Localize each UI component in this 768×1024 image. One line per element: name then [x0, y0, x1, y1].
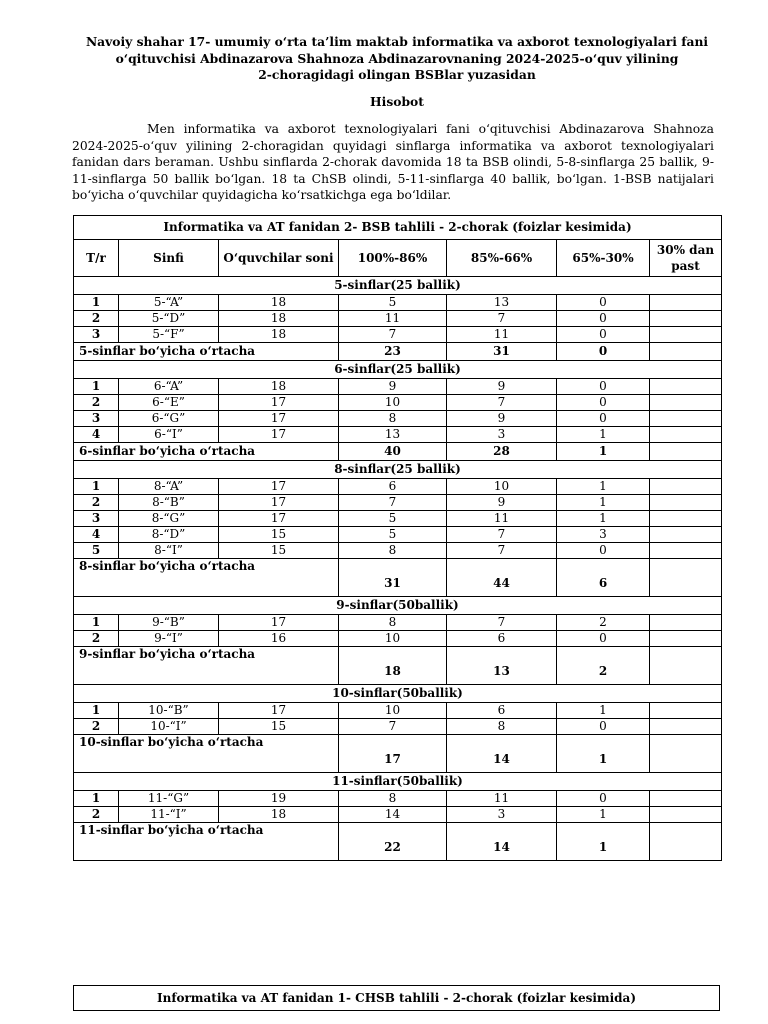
range-85-66: 7 [447, 311, 557, 327]
average-100-86: 22 [339, 823, 447, 861]
average-row [74, 443, 722, 461]
range-65-30: 1 [557, 495, 650, 511]
row-number: 1 [74, 479, 119, 495]
range-100-86: 7 [339, 719, 447, 735]
average-85-66: 44 [447, 559, 557, 597]
range-85-66: 9 [447, 379, 557, 395]
average-label: 5-sinflar bo‘yicha o‘rtacha [74, 343, 339, 361]
average-below-30 [650, 823, 722, 861]
range-85-66: 6 [447, 703, 557, 719]
average-85-66: 14 [447, 823, 557, 861]
range-65-30: 1 [557, 807, 650, 823]
average-65-30: 1 [557, 443, 650, 461]
range-100-86: 7 [339, 495, 447, 511]
class-name: 8-“G” [119, 511, 219, 527]
range-below-30 [650, 527, 722, 543]
average-row [74, 735, 722, 773]
class-name: 10-“I” [119, 719, 219, 735]
section-header-row [74, 461, 722, 479]
range-65-30: 0 [557, 543, 650, 559]
title-line: 2-choragidagi olingan BSBlar yuzasidan [258, 67, 536, 82]
table-row [74, 427, 722, 443]
average-below-30 [650, 647, 722, 685]
section-title: 8-sinflar(25 ballik) [74, 461, 722, 479]
range-100-86: 13 [339, 427, 447, 443]
average-below-30 [650, 343, 722, 361]
average-row [74, 343, 722, 361]
row-number: 2 [74, 631, 119, 647]
average-label: 8-sinflar bo‘yicha o‘rtacha [74, 559, 339, 597]
range-85-66: 13 [447, 295, 557, 311]
student-count: 15 [219, 719, 339, 735]
student-count: 17 [219, 411, 339, 427]
class-name: 11-“G” [119, 791, 219, 807]
range-100-86: 9 [339, 379, 447, 395]
average-100-86: 23 [339, 343, 447, 361]
table-row [74, 719, 722, 735]
student-count: 19 [219, 791, 339, 807]
student-count: 17 [219, 479, 339, 495]
class-name: 6-“A” [119, 379, 219, 395]
range-65-30: 2 [557, 615, 650, 631]
class-name: 6-“E” [119, 395, 219, 411]
class-name: 6-“G” [119, 411, 219, 427]
average-85-66: 28 [447, 443, 557, 461]
range-below-30 [650, 807, 722, 823]
range-85-66: 11 [447, 791, 557, 807]
student-count: 18 [219, 807, 339, 823]
class-name: 8-“D” [119, 527, 219, 543]
range-below-30 [650, 631, 722, 647]
average-85-66: 31 [447, 343, 557, 361]
student-count: 18 [219, 311, 339, 327]
table-row [74, 495, 722, 511]
table-row [74, 511, 722, 527]
range-65-30: 1 [557, 511, 650, 527]
header-cell: T/r [74, 240, 119, 277]
average-65-30: 2 [557, 647, 650, 685]
header-cell: 30% dan past [650, 240, 722, 277]
row-number: 2 [74, 495, 119, 511]
range-65-30: 0 [557, 719, 650, 735]
row-number: 4 [74, 427, 119, 443]
student-count: 17 [219, 427, 339, 443]
range-85-66: 10 [447, 479, 557, 495]
class-name: 8-“A” [119, 479, 219, 495]
section-title: 6-sinflar(25 ballik) [74, 361, 722, 379]
class-name: 5-“D” [119, 311, 219, 327]
range-85-66: 9 [447, 411, 557, 427]
bsb-analysis-table [73, 215, 722, 861]
range-100-86: 5 [339, 511, 447, 527]
range-65-30: 1 [557, 703, 650, 719]
range-65-30: 0 [557, 311, 650, 327]
row-number: 3 [74, 511, 119, 527]
range-85-66: 8 [447, 719, 557, 735]
row-number: 3 [74, 411, 119, 427]
range-85-66: 7 [447, 395, 557, 411]
header-cell: O‘quvchilar soni [219, 240, 339, 277]
range-65-30: 0 [557, 411, 650, 427]
table-row [74, 311, 722, 327]
range-65-30: 0 [557, 327, 650, 343]
student-count: 15 [219, 527, 339, 543]
range-below-30 [650, 379, 722, 395]
range-65-30: 1 [557, 427, 650, 443]
range-65-30: 0 [557, 395, 650, 411]
range-85-66: 3 [447, 427, 557, 443]
intro-paragraph: Men informatika va axborot texnologiyalari fani o‘qituvchisi Abdinazarova Shahnoza 2024-2025-o‘quv yilining 2-choragidan quyidagi sinflarga informatika va axborot texnologiyalari fanidan dars beraman. Ushbu sinflarda 2-chorak davomida 18 ta BSB olindi, 5-8-sinflarga 25 ballik, 9-11-sinflarga 50 ballik bo‘lgan. 18 ta ChSB olindi, 5-11-sinflarga 40 ballik, bo‘lgan. 1-BSB natijalari bo‘yicha o‘quvchilar quyidagicha ko‘rsatkichga ega bo‘ldilar. [72, 122, 714, 203]
student-count: 15 [219, 543, 339, 559]
class-name: 5-“A” [119, 295, 219, 311]
average-100-86: 31 [339, 559, 447, 597]
section-title: 5-sinflar(25 ballik) [74, 277, 722, 295]
range-below-30 [650, 427, 722, 443]
table-row [74, 295, 722, 311]
range-below-30 [650, 311, 722, 327]
range-100-86: 8 [339, 791, 447, 807]
student-count: 18 [219, 295, 339, 311]
average-row [74, 559, 722, 597]
chsb-table-caption: Informatika va AT fanidan 1- CHSB tahlili - 2-chorak (foizlar kesimida) [73, 985, 720, 1011]
student-count: 18 [219, 327, 339, 343]
range-65-30: 0 [557, 379, 650, 395]
header-cell: Sinfi [119, 240, 219, 277]
table-row [74, 527, 722, 543]
student-count: 17 [219, 395, 339, 411]
average-85-66: 14 [447, 735, 557, 773]
class-name: 11-“I” [119, 807, 219, 823]
title-line: o‘qituvchisi Abdinazarova Shahnoza Abdinazarovnaning 2024-2025-o‘quv yilining [115, 50, 679, 66]
table-row [74, 791, 722, 807]
row-number: 1 [74, 703, 119, 719]
table-row [74, 703, 722, 719]
table-row [74, 411, 722, 427]
range-85-66: 9 [447, 495, 557, 511]
class-name: 9-“I” [119, 631, 219, 647]
table-row [74, 807, 722, 823]
average-label: 11-sinflar bo‘yicha o‘rtacha [74, 823, 339, 861]
student-count: 18 [219, 379, 339, 395]
range-100-86: 8 [339, 615, 447, 631]
range-100-86: 14 [339, 807, 447, 823]
range-100-86: 8 [339, 411, 447, 427]
range-85-66: 11 [447, 511, 557, 527]
student-count: 17 [219, 615, 339, 631]
student-count: 16 [219, 631, 339, 647]
row-number: 2 [74, 311, 119, 327]
average-65-30: 1 [557, 823, 650, 861]
class-name: 9-“B” [119, 615, 219, 631]
table-row [74, 543, 722, 559]
table-caption: Informatika va AT fanidan 2- BSB tahlili - 2-chorak (foizlar kesimida) [74, 216, 722, 240]
section-title: 10-sinflar(50ballik) [74, 685, 722, 703]
average-65-30: 0 [557, 343, 650, 361]
average-below-30 [650, 559, 722, 597]
row-number: 1 [74, 615, 119, 631]
document-title [72, 34, 722, 84]
class-name: 6-“I” [119, 427, 219, 443]
title-line: Navoiy shahar 17- umumiy o‘rta ta’lim maktab informatika va axborot texnologiyalari fani [85, 34, 709, 49]
average-below-30 [650, 735, 722, 773]
table-row [74, 379, 722, 395]
range-below-30 [650, 703, 722, 719]
average-100-86: 40 [339, 443, 447, 461]
range-100-86: 7 [339, 327, 447, 343]
average-label: 6-sinflar bo‘yicha o‘rtacha [74, 443, 339, 461]
range-100-86: 6 [339, 479, 447, 495]
range-65-30: 0 [557, 791, 650, 807]
average-row [74, 647, 722, 685]
class-name: 5-“F” [119, 327, 219, 343]
range-65-30: 0 [557, 295, 650, 311]
range-85-66: 7 [447, 543, 557, 559]
row-number: 2 [74, 807, 119, 823]
row-number: 2 [74, 719, 119, 735]
range-below-30 [650, 479, 722, 495]
table-row [74, 479, 722, 495]
average-below-30 [650, 443, 722, 461]
section-header-row [74, 773, 722, 791]
range-below-30 [650, 791, 722, 807]
average-label: 10-sinflar bo‘yicha o‘rtacha [74, 735, 339, 773]
range-65-30: 1 [557, 479, 650, 495]
section-header-row [74, 361, 722, 379]
row-number: 3 [74, 327, 119, 343]
range-below-30 [650, 615, 722, 631]
row-number: 1 [74, 379, 119, 395]
range-100-86: 10 [339, 703, 447, 719]
range-below-30 [650, 495, 722, 511]
range-85-66: 7 [447, 615, 557, 631]
range-65-30: 0 [557, 631, 650, 647]
row-number: 4 [74, 527, 119, 543]
range-below-30 [650, 411, 722, 427]
range-85-66: 6 [447, 631, 557, 647]
average-65-30: 6 [557, 559, 650, 597]
header-cell: 85%-66% [447, 240, 557, 277]
range-below-30 [650, 327, 722, 343]
class-name: 10-“B” [119, 703, 219, 719]
section-header-row [74, 597, 722, 615]
range-100-86: 10 [339, 395, 447, 411]
section-title: 11-sinflar(50ballik) [74, 773, 722, 791]
table-row [74, 631, 722, 647]
class-name: 8-“B” [119, 495, 219, 511]
class-name: 8-“I” [119, 543, 219, 559]
range-100-86: 11 [339, 311, 447, 327]
average-65-30: 1 [557, 735, 650, 773]
range-85-66: 3 [447, 807, 557, 823]
student-count: 17 [219, 495, 339, 511]
report-heading: Hisobot [370, 94, 424, 109]
range-below-30 [650, 543, 722, 559]
row-number: 2 [74, 395, 119, 411]
table-row [74, 615, 722, 631]
average-100-86: 17 [339, 735, 447, 773]
student-count: 17 [219, 511, 339, 527]
student-count: 17 [219, 703, 339, 719]
range-100-86: 10 [339, 631, 447, 647]
range-85-66: 7 [447, 527, 557, 543]
range-85-66: 11 [447, 327, 557, 343]
average-row [74, 823, 722, 861]
row-number: 5 [74, 543, 119, 559]
range-below-30 [650, 511, 722, 527]
range-65-30: 3 [557, 527, 650, 543]
range-100-86: 5 [339, 527, 447, 543]
range-below-30 [650, 395, 722, 411]
range-below-30 [650, 719, 722, 735]
header-cell: 65%-30% [557, 240, 650, 277]
range-below-30 [650, 295, 722, 311]
row-number: 1 [74, 295, 119, 311]
average-label: 9-sinflar bo‘yicha o‘rtacha [74, 647, 339, 685]
average-100-86: 18 [339, 647, 447, 685]
section-header-row [74, 685, 722, 703]
row-number: 1 [74, 791, 119, 807]
header-cell: 100%-86% [339, 240, 447, 277]
section-title: 9-sinflar(50ballik) [74, 597, 722, 615]
table-row [74, 395, 722, 411]
average-85-66: 13 [447, 647, 557, 685]
range-100-86: 8 [339, 543, 447, 559]
range-100-86: 5 [339, 295, 447, 311]
section-header-row [74, 277, 722, 295]
table-row [74, 327, 722, 343]
